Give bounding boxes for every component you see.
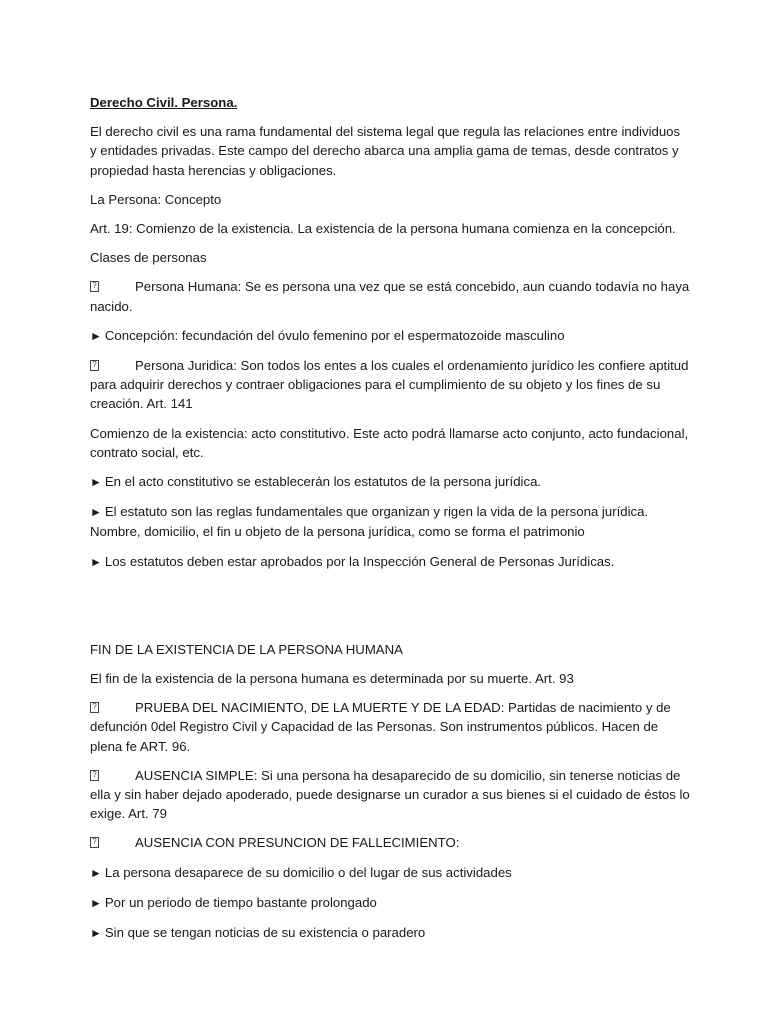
classes-heading: Clases de personas	[90, 250, 207, 266]
missing-glyph-icon	[90, 281, 99, 292]
presuncion-text: Por un periodo de tiempo bastante prolongado	[104, 894, 377, 910]
art19-paragraph: Art. 19: Comienzo de la existencia. La existencia de la persona humana comienza en la concepción.	[90, 221, 676, 237]
arrow-bullet-icon: ►	[90, 554, 102, 569]
missing-glyph-icon	[90, 770, 99, 781]
missing-glyph-icon	[90, 702, 99, 713]
ausencia-simple-text: AUSENCIA SIMPLE: Si una persona ha desaparecido de su domicilio, sin tenerse noticias de ella y sin haber dejado apoderado, puede designarse un curador a sus bienes si el cuidado de éstos lo exige. Art. 79	[90, 767, 690, 822]
presuncion-item	[90, 863, 690, 883]
arrow-bullet-icon: ►	[90, 328, 102, 343]
persona-humana-item	[90, 277, 690, 315]
estatutos-aprobados-item	[90, 552, 690, 572]
fin-heading: FIN DE LA EXISTENCIA DE LA PERSONA HUMANA	[90, 641, 403, 657]
arrow-bullet-icon: ►	[90, 865, 102, 880]
presuncion-text: La persona desaparece de su domicilio o del lugar de sus actividades	[104, 864, 512, 880]
presuncion-item	[90, 923, 690, 943]
persona-juridica-item	[90, 356, 690, 414]
estatuto-text: El estatuto son las reglas fundamentales que organizan y rigen la vida de la persona jurídica. Nombre, domicilio, el fin u objeto de la persona jurídica, como se forma el patrimonio	[90, 504, 649, 540]
missing-glyph-icon	[90, 360, 99, 371]
ausencia-presuncion-item	[90, 833, 690, 852]
persona-juridica-text: Persona Juridica: Son todos los entes a los cuales el ordenamiento jurídico les confiere aptitud para adquirir derechos y contraer obligaciones para el cumplimiento de su objeto y los fines de su creación. Art. 141	[90, 358, 689, 412]
ausencia-presuncion-text: AUSENCIA CON PRESUNCION DE FALLECIMIENTO:	[135, 835, 460, 851]
estatutos-aprobados-text: Los estatutos deben estar aprobados por la Inspección General de Personas Jurídicas.	[104, 553, 615, 569]
fin-paragraph: El fin de la existencia de la persona humana es determinada por su muerte. Art. 93	[90, 671, 574, 687]
acto-constitutivo-item	[90, 472, 690, 492]
document-title: Derecho Civil. Persona.	[90, 95, 238, 110]
presuncion-item	[90, 893, 690, 913]
prueba-text: PRUEBA DEL NACIMIENTO, DE LA MUERTE Y DE LA EDAD: Partidas de nacimiento y de defunción 0del Registro Civil y Capacidad de las Personas. Son instrumentos públicos. Hacen de plena fe ART. 96.	[90, 700, 671, 754]
arrow-bullet-icon: ►	[90, 505, 102, 520]
missing-glyph-icon	[90, 837, 99, 848]
concepcion-item	[90, 326, 690, 346]
section-spacer	[90, 582, 690, 640]
ausencia-simple-item	[90, 766, 690, 824]
intro-paragraph: El derecho civil es una rama fundamental del sistema legal que regula las relaciones entre individuos y entidades privadas. Este campo del derecho abarca una amplia gama de temas, desde contratos y propiedad hasta herencias y obligaciones.	[90, 124, 681, 178]
prueba-item	[90, 698, 690, 756]
estatuto-item	[90, 502, 690, 541]
comienzo-existencia-paragraph: Comienzo de la existencia: acto constitutivo. Este acto podrá llamarse acto conjunto, acto fundacional, contrato social, etc.	[90, 425, 689, 460]
acto-constitutivo-text: En el acto constitutivo se establecerán los estatutos de la persona jurídica.	[104, 474, 542, 490]
concepcion-text: Concepción: fecundación del óvulo femenino por el espermatozoide masculino	[104, 327, 565, 343]
arrow-bullet-icon: ►	[90, 926, 102, 941]
presuncion-text: Sin que se tengan noticias de su existencia o paradero	[104, 925, 426, 941]
arrow-bullet-icon: ►	[90, 895, 102, 910]
persona-humana-text: Persona Humana: Se es persona una vez que se está concebido, aun cuando todavía no haya nacido.	[90, 279, 690, 314]
arrow-bullet-icon: ►	[90, 475, 102, 490]
concept-heading: La Persona: Concepto	[90, 191, 222, 207]
document-content	[90, 93, 690, 953]
